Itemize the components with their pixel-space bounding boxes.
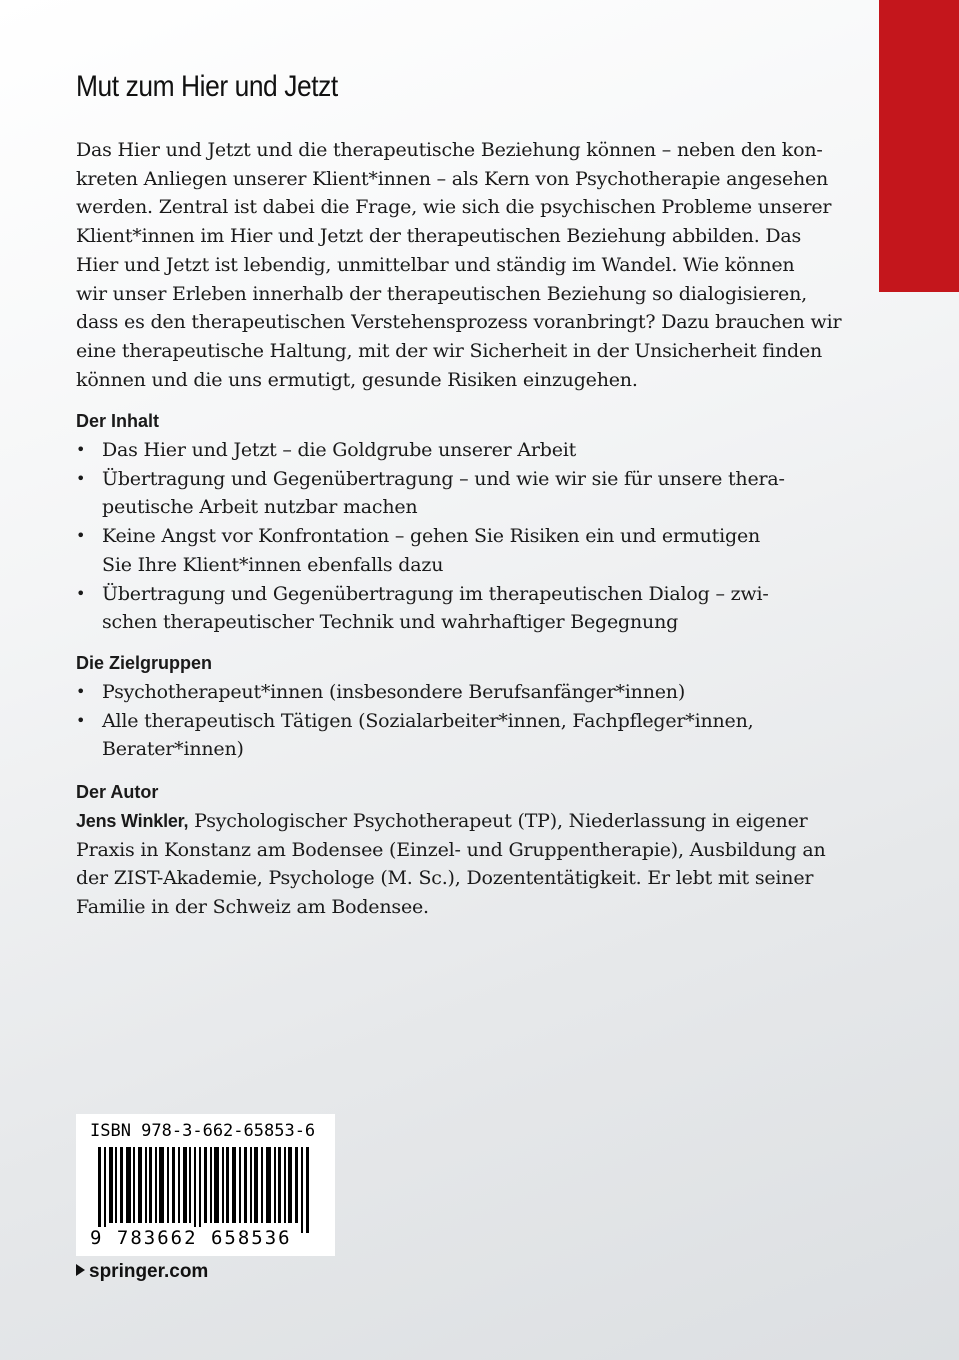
intro-line: Klient*innen im Hier und Jetzt der therapeutischen Beziehung abbilden. Das	[76, 225, 802, 248]
red-accent-tab	[879, 0, 959, 292]
list-item	[76, 580, 785, 637]
isbn-barcode	[76, 1114, 335, 1256]
author-line-text: Psychologischer Psychotherapeut (TP), Niederlassung in eigener	[188, 810, 808, 832]
book-title: Mut zum Hier und Jetzt	[76, 70, 338, 103]
intro-line: werden. Zentral ist dabei die Frage, wie sich die psychischen Probleme unserer	[76, 196, 832, 219]
list-item-line: Berater*innen)	[102, 738, 244, 761]
intro-line: wir unser Erleben innerhalb der therapeutischen Beziehung so dialogisieren,	[76, 282, 807, 305]
publisher-link[interactable]	[76, 1261, 208, 1283]
intro-line: können und die uns ermutigt, gesunde Risiken einzugehen.	[76, 368, 638, 391]
list-item-line: • Keine Angst vor Konfrontation – gehen Sie Risiken ein und ermutigen	[102, 525, 761, 548]
list-item	[76, 436, 785, 465]
author-line	[76, 807, 806, 836]
intro-paragraph	[76, 136, 842, 394]
list-item	[76, 522, 785, 579]
author-bio	[76, 807, 826, 922]
inhalt-heading: Der Inhalt	[76, 411, 160, 431]
author-line: Familie in der Schweiz am Bodensee.	[76, 896, 429, 919]
list-item-line: • Alle therapeutisch Tätigen (Sozialarbeiter*innen, Fachpfleger*innen,	[102, 709, 754, 732]
isbn-label: ISBN 978-3-662-65853-6	[90, 1121, 316, 1141]
intro-line: kreten Anliegen unserer Klient*innen – als Kern von Psychotherapie angesehen	[76, 167, 829, 190]
publisher-link-text: springer.com	[89, 1261, 209, 1282]
list-item-line: • Übertragung und Gegenübertragung im therapeutischen Dialog – zwi-	[102, 582, 769, 605]
intro-line: Das Hier und Jetzt und die therapeutische Beziehung können – neben den kon-	[76, 139, 823, 161]
play-arrow-icon	[76, 1264, 85, 1276]
list-item	[76, 678, 753, 707]
intro-line: eine therapeutische Haltung, mit der wir Sicherheit in der Unsicherheit finden	[76, 339, 823, 362]
list-item-line: schen therapeutischer Technik und wahrhaftiger Begegnung	[102, 611, 679, 634]
inhalt-list	[76, 436, 785, 637]
author-line: Praxis in Konstanz am Bodensee (Einzel- und Gruppentherapie), Ausbildung an	[76, 838, 826, 861]
author-line: der ZIST-Akademie, Psychologe (M. Sc.), Dozententätigkeit. Er lebt mit seiner	[76, 867, 814, 890]
intro-line: Hier und Jetzt ist lebendig, unmittelbar und ständig im Wandel. Wie können	[76, 253, 795, 276]
zielgruppen-heading: Die Zielgruppen	[76, 653, 213, 673]
list-item-line: • Das Hier und Jetzt – die Goldgrube unserer Arbeit	[102, 439, 577, 461]
autor-heading: Der Autor	[76, 782, 159, 802]
author-name: Jens Winkler,	[76, 811, 189, 831]
intro-line: dass es den therapeutischen Verstehensprozess voranbringt? Dazu brauchen wir	[76, 311, 842, 334]
ean-digits: 9 783662 658536	[90, 1227, 292, 1249]
list-item	[76, 465, 785, 522]
barcode-bars-icon	[88, 1147, 322, 1233]
list-item-line: Sie Ihre Klient*innen ebenfalls dazu	[102, 553, 444, 576]
list-item-line: • Psychotherapeut*innen (insbesondere Berufsanfänger*innen)	[102, 681, 686, 703]
list-item-line: • Übertragung und Gegenübertragung – und wie wir sie für unsere thera-	[102, 467, 785, 490]
zielgruppen-list	[76, 678, 753, 764]
list-item-line: peutische Arbeit nutzbar machen	[102, 496, 418, 519]
list-item	[76, 707, 753, 764]
